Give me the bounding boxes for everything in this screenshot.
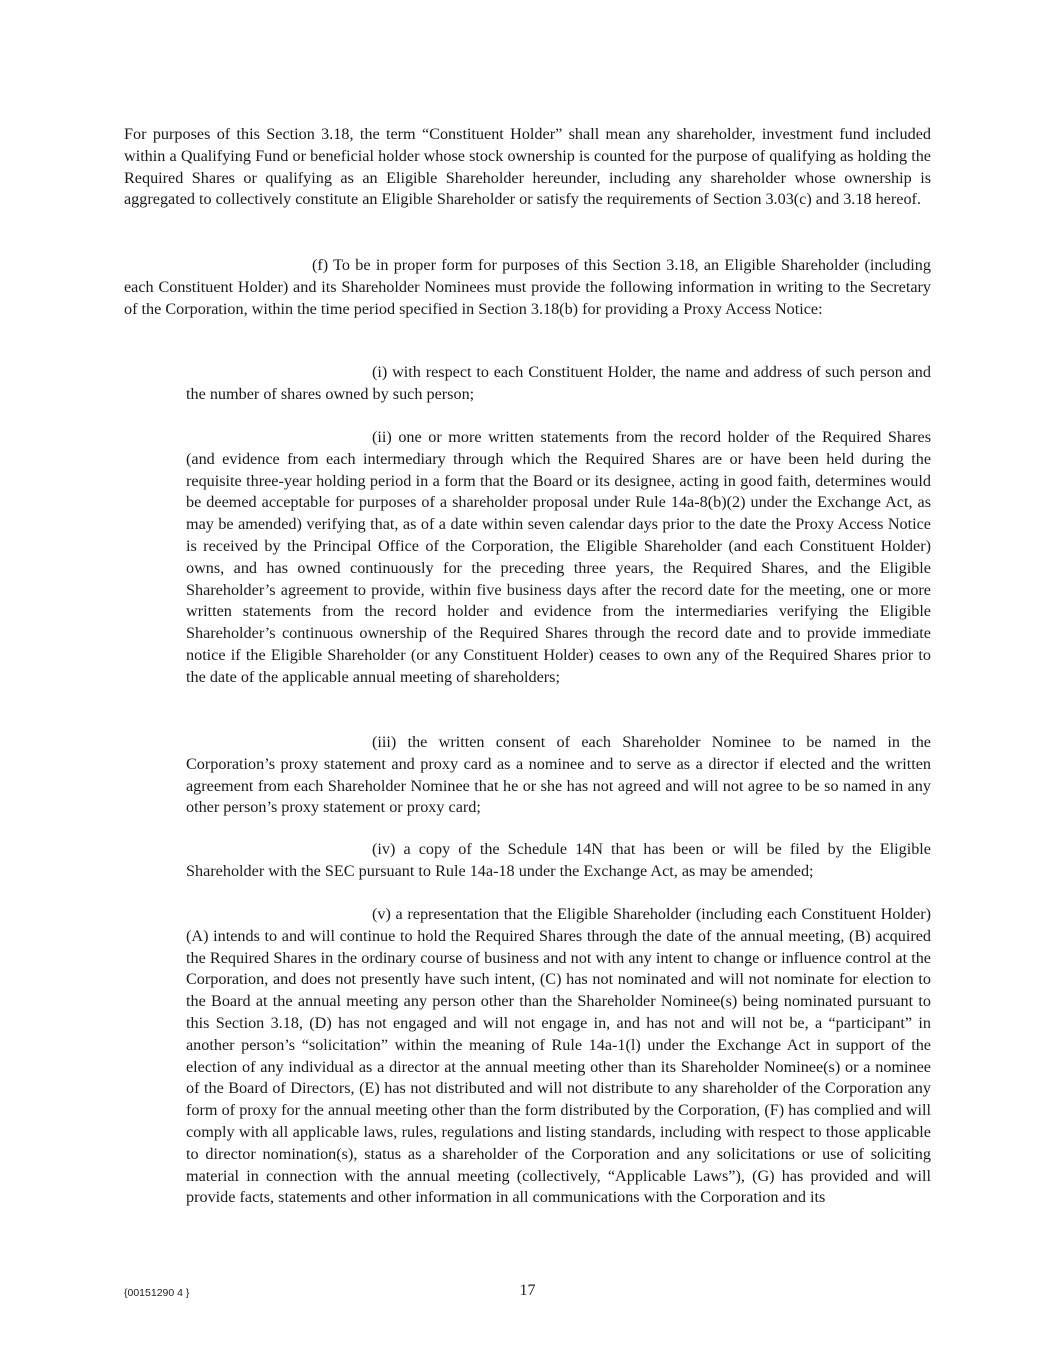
- item-i-constituent-holder-info: (i) with respect to each Constituent Holder, the name and address of such person and the number of shares owned by such person;: [186, 363, 931, 403]
- item-v-representation: (v) a representation that the Eligible Shareholder (including each Constituent Holder) (A) intends to and will continue to hold the Required Shares through the date of the annual meeting, (B) acquired the Required Shares in the ordinary course of business and not with any intent to change or influence control at the Corporation, and does not presently have such intent, (C) has not nominated and will not nominate for election to the Board at the annual meeting any person other than the Shareholder Nominee(s) being nominated pursuant to this Section 3.18, (D) has not engaged and will not engage in, and has not and will not be, a “participant” in another person’s “solicitation” within the meaning of Rule 14a-1(l) under the Exchange Act in support of the election of any individual as a director at the annual meeting other than its Shareholder Nominee(s) or a nominee of the Board of Directors, (E) has not distributed and will not distribute to any shareholder of the Corporation any form of proxy for the annual meeting other than the form distributed by the Corporation, (F) has complied and will comply with all applicable laws, rules, regulations and listing standards, including with respect to those applicable to director nomination(s), status as a shareholder of the Corporation and any solicitations or use of soliciting material in connection with the annual meeting (collectively, “Applicable Laws”), (G) has provided and will provide facts, statements and other information in all communications with the Corporation and its: [186, 905, 931, 1207]
- footer-document-id: {00151290 4 }: [124, 1287, 190, 1299]
- item-iv-schedule-14n: (iv) a copy of the Schedule 14N that has been or will be filed by the Eligible Shareholder with the SEC pursuant to Rule 14a-18 under the Exchange Act, as may be amended;: [186, 840, 931, 880]
- paragraph-constituent-holder-definition: For purposes of this Section 3.18, the term “Constituent Holder” shall mean any shareholder, investment fund included within a Qualifying Fund or beneficial holder whose stock ownership is counted for the purpose of qualifying as holding the Required Shares or qualifying as an Eligible Shareholder hereunder, including any shareholder whose ownership is aggregated to collectively constitute an Eligible Shareholder or satisfy the requirements of Section 3.03(c) and 3.18 hereof.: [124, 125, 931, 209]
- item-iii-written-consent: (iii) the written consent of each Shareholder Nominee to be named in the Corporation’s proxy statement and proxy card as a nominee and to serve as a director if elected and the written agreement from each Shareholder Nominee that he or she has not agreed and will not agree to be so named in any other person’s proxy statement or proxy card;: [186, 733, 931, 817]
- footer-page-number: 17: [519, 1282, 536, 1299]
- paragraph-f-proper-form: (f) To be in proper form for purposes of this Section 3.18, an Eligible Shareholder (including each Constituent Holder) and its Shareholder Nominees must provide the following information in writing to the Secretary of the Corporation, within the time period specified in Section 3.18(b) for providing a Proxy Access Notice:: [124, 256, 931, 318]
- item-ii-written-statements: (ii) one or more written statements from the record holder of the Required Shares (and evidence from each intermediary through which the Required Shares are or have been held during the requisite three-year holding period in a form that the Board or its designee, acting in good faith, determines would be deemed acceptable for purposes of a shareholder proposal under Rule 14a-8(b)(2) under the Exchange Act, as may be amended) verifying that, as of a date within seven calendar days prior to the date the Proxy Access Notice is received by the Principal Office of the Corporation, the Eligible Shareholder (and each Constituent Holder) owns, and has owned continuously for the preceding three years, the Required Shares, and the Eligible Shareholder’s agreement to provide, within five business days after the record date for the meeting, one or more written statements from the record holder and evidence from the intermediaries verifying the Eligible Shareholder’s continuous ownership of the Required Shares through the record date and to provide immediate notice if the Eligible Shareholder (or any Constituent Holder) ceases to own any of the Required Shares prior to the date of the applicable annual meeting of shareholders;: [186, 428, 931, 686]
